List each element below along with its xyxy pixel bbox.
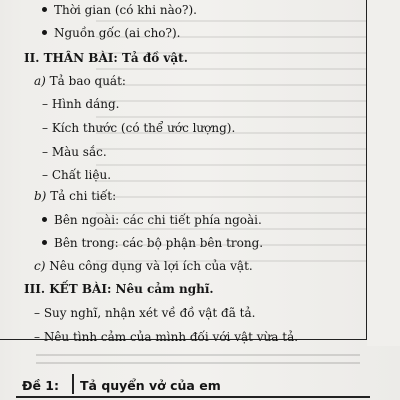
outline-line-color: – Màu sắc. [42,145,107,159]
outline-line-origin: Nguồn gốc (ai cho?). [42,26,180,40]
outline-line-reflection: – Suy nghĩ, nhận xét về đồ vật đã tả. [34,306,256,320]
exercise-divider [72,374,74,394]
bullet-icon [42,7,47,12]
outline-line-interior: Bên trong: các bộ phận bên trong. [42,236,263,250]
subsection-details: b) Tả chi tiết: [34,189,117,203]
exercise-label: Đề 1: [22,378,59,393]
outline-line-size: – Kích thước (có thể ước lượng). [42,121,236,135]
bullet-icon [42,30,47,35]
exercise-underline [16,396,370,398]
outline-line-material: – Chất liệu. [42,168,112,182]
outline-line-feelings: – Nêu tình cảm của mình đối với vật vừa tả. [34,330,299,344]
section-heading-conclusion: III. KẾT BÀI: Nêu cảm nghĩ. [24,282,214,296]
subsection-overview: a) Tả bao quát: [34,74,126,88]
outline-line-shape: – Hình dáng. [42,97,120,111]
section-heading-body: II. THÂN BÀI: Tả đồ vật. [24,51,188,65]
bullet-icon [42,217,47,222]
page-margin [367,0,400,346]
subsection-usage: c) Nêu công dụng và lợi ích của vật. [34,259,253,273]
exercise-title: Tả quyển vở của em [80,378,221,393]
bullet-icon [42,240,47,245]
outline-line-time: Thời gian (có khi nào?). [42,3,197,17]
outline-line-exterior: Bên ngoài: các chi tiết phía ngoài. [42,213,262,227]
bleed-through-bottom [0,348,400,378]
